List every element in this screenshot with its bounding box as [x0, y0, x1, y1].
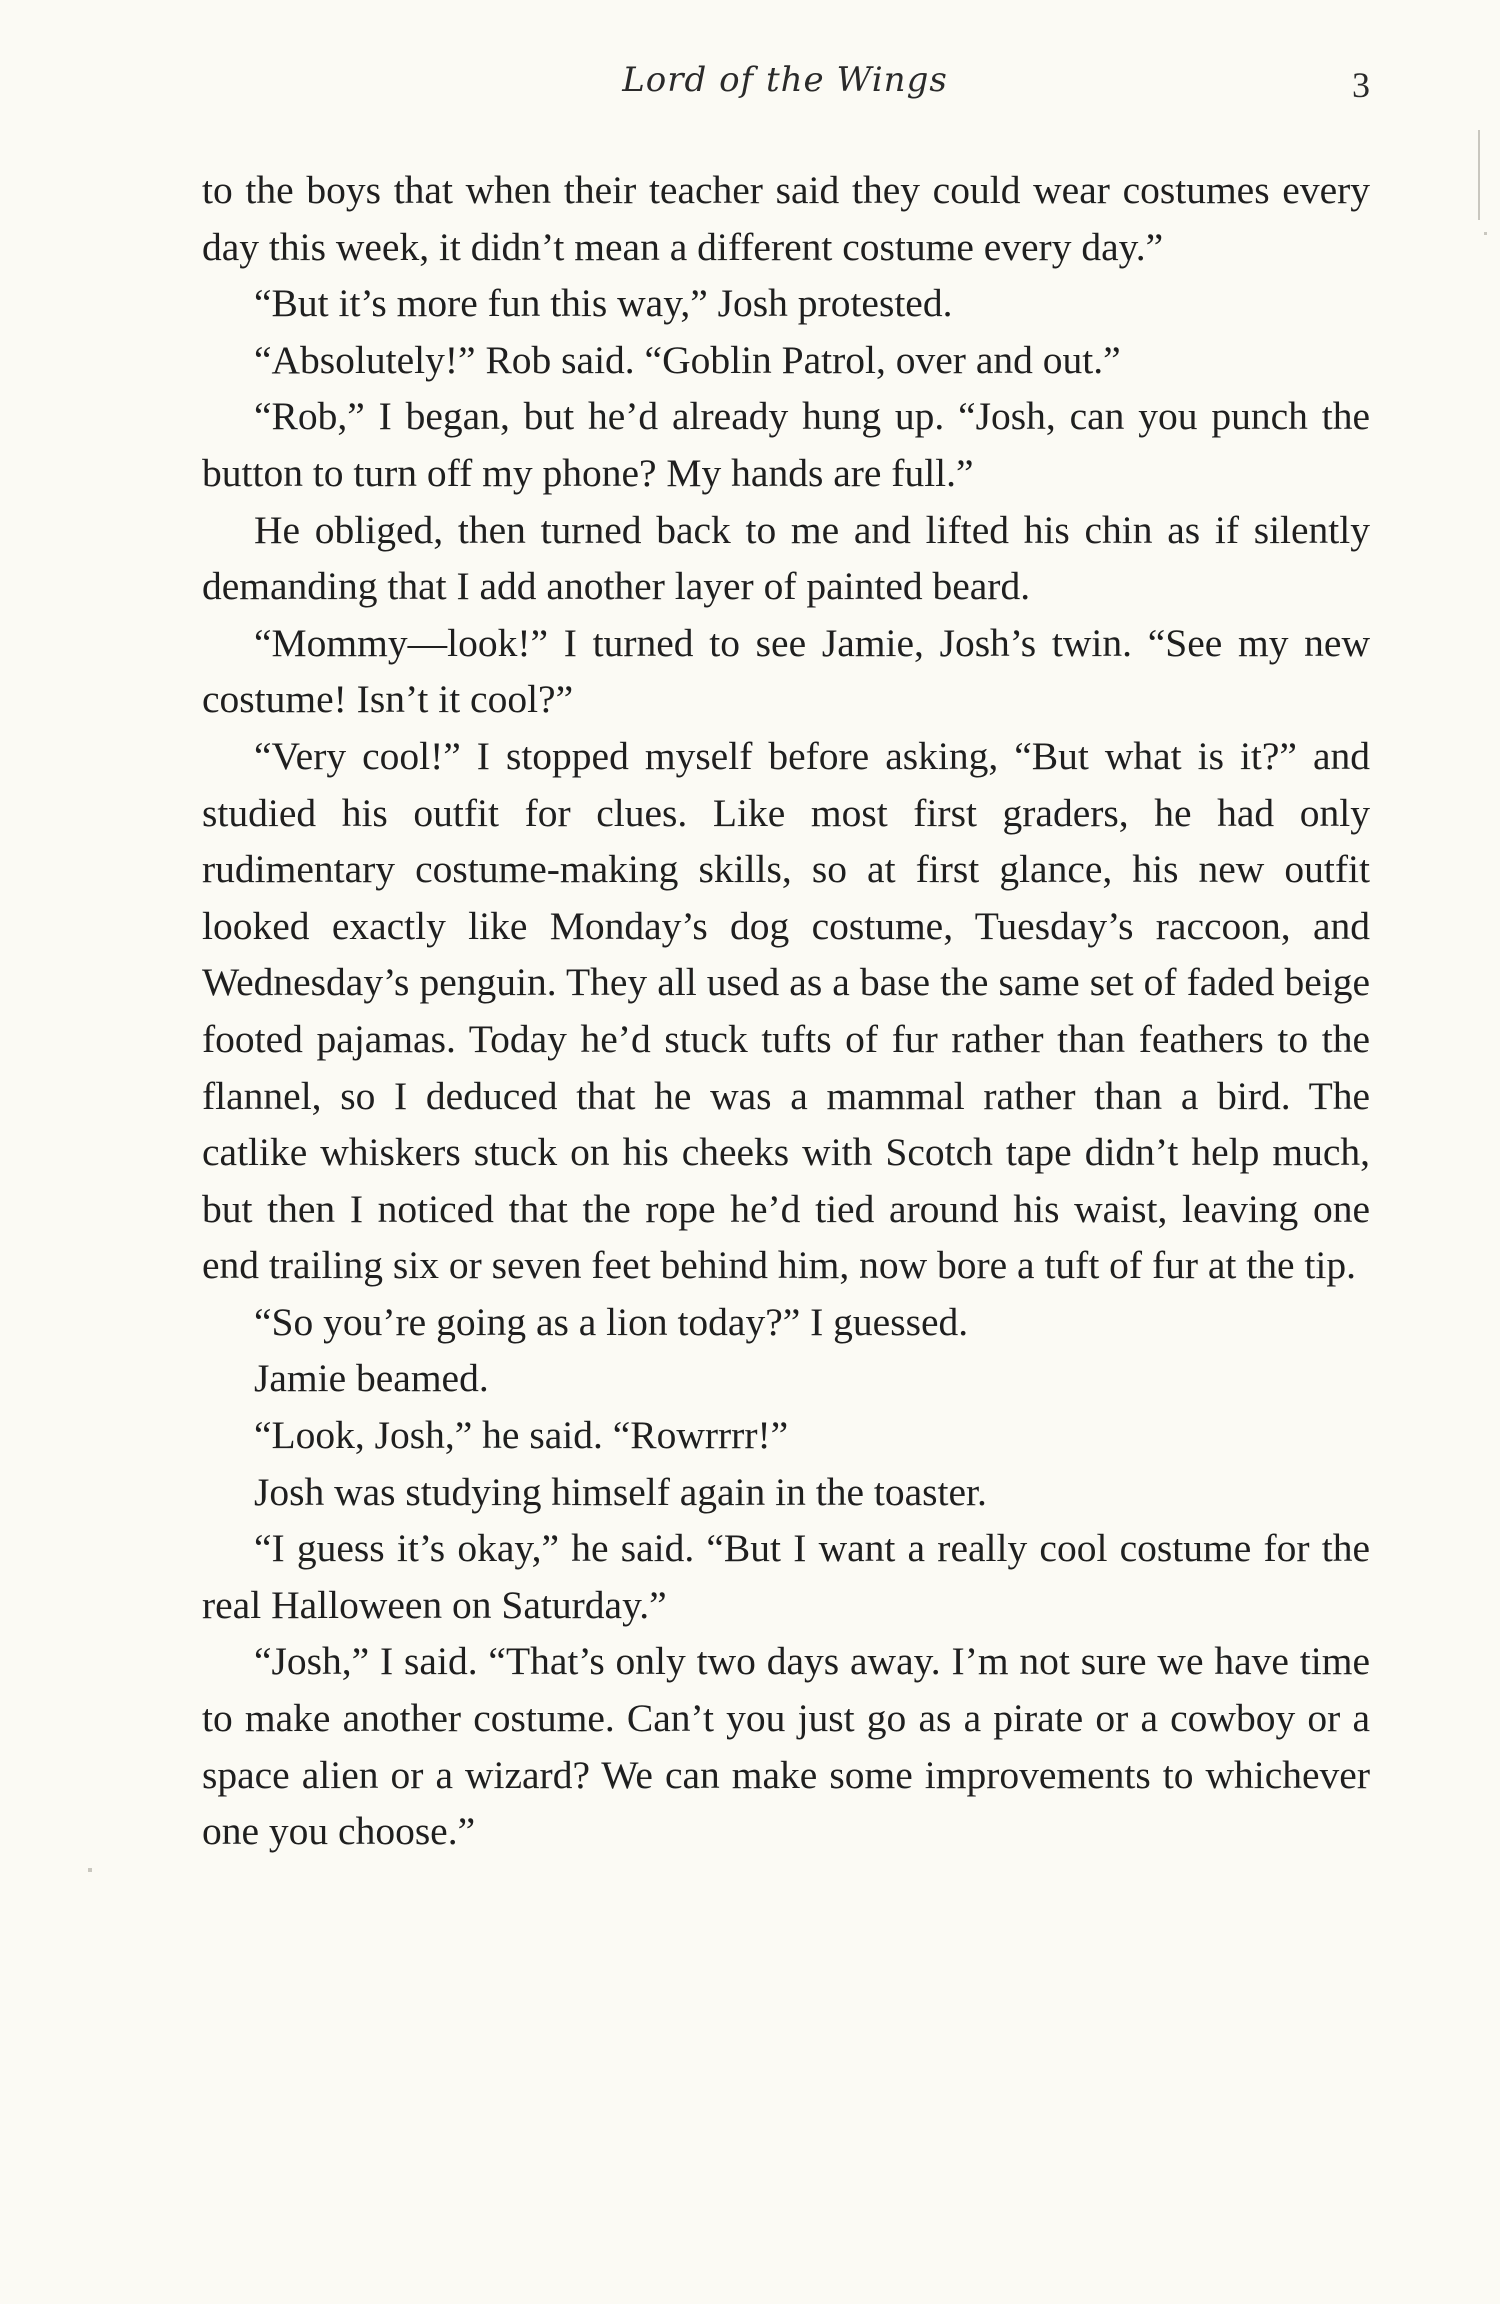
paragraph: “Josh,” I said. “That’s only two days away. I’m not sure we have time to make another costume. Can’t you just go as a pirate or a cowboy or a space alien or a wizard? We can make some improvements to whichever one you choose.” [202, 1639, 1370, 1854]
paragraph: “But it’s more fun this way,” Josh protested. [254, 281, 953, 326]
paragraph: to the boys that when their teacher said they could wear costumes every day this week, it didn’t mean a different costume every day.” [202, 168, 1370, 269]
paragraph: “Look, Josh,” he said. “Rowrrrr!” [254, 1413, 789, 1458]
paragraph: “I guess it’s okay,” he said. “But I want a really cool costume for the real Halloween on Saturday.” [202, 1526, 1370, 1627]
paragraph: “So you’re going as a lion today?” I guessed. [254, 1299, 969, 1344]
paragraph: Jamie beamed. [254, 1356, 489, 1401]
scan-speck [1484, 232, 1487, 235]
scan-speck [88, 1868, 92, 1872]
paragraph: Josh was studying himself again in the toaster. [254, 1469, 987, 1514]
page-header [200, 60, 1370, 120]
body-text [202, 162, 1370, 1860]
running-title: Lord of the Wings [622, 60, 948, 100]
paragraph: He obliged, then turned back to me and lifted his chin as if silently demanding that I add another layer of painted beard. [202, 507, 1370, 609]
page-number: 3 [1352, 65, 1370, 105]
paragraph: “Rob,” I began, but he’d already hung up. “Josh, can you punch the button to turn off my phone? My hands are full.” [202, 394, 1370, 495]
paragraph: “Very cool!” I stopped myself before asking, “But what is it?” and studied his outfit for clues. Like most first graders, he had only rudimentary costume-making skills, so at first glance, his new outfit looked exactly like Monday’s dog costume, Tuesday’s raccoon, and Wednesday’s penguin. They all used as a base the same set of faded beige footed pajamas. Today he’d stuck tufts of fur rather than feathers to the flannel, so I deduced that he was a mammal rather than a bird. The catlike whiskers stuck on his cheeks with Scotch tape didn’t help much, but then I noticed that the rope he’d tied around his waist, leaving one end trailing six or seven feet behind him, now bore a tuft of fur at the tip. [202, 733, 1370, 1288]
paragraph: “Absolutely!” Rob said. “Goblin Patrol, over and out.” [254, 337, 1121, 382]
scan-speck [1478, 130, 1480, 220]
paragraph: “Mommy—look!” I turned to see Jamie, Josh’s twin. “See my new costume! Isn’t it cool?” [202, 620, 1370, 722]
